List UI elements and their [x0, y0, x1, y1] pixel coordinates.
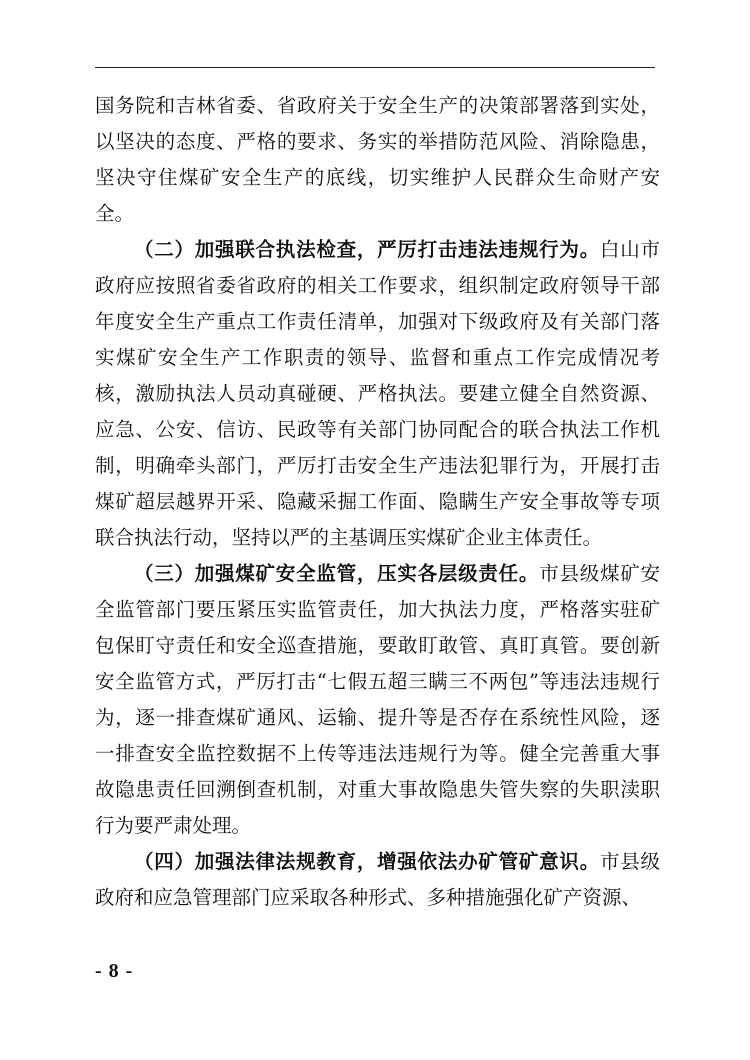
- paragraph-continuation: [95, 88, 660, 232]
- page-number: - 8 -: [95, 960, 134, 982]
- paragraph-heading: （二）加强联合执法检查，严厉打击违法违规行为。: [134, 238, 600, 261]
- paragraph-text: 市县级政府和应急管理部门应采取各种形式、多种措施强化矿产资源、: [95, 850, 660, 909]
- header-rule: [95, 67, 655, 68]
- paragraph-heading: （四）加强法律法规教育，增强依法办矿管矿意识。: [134, 850, 600, 873]
- document-body: [95, 88, 660, 916]
- paragraph-heading: （三）加强煤矿安全监管，压实各层级责任。: [134, 562, 540, 585]
- paragraph-legal-education: [95, 844, 660, 916]
- paragraph-text: 白山市政府应按照省委省政府的相关工作要求，组织制定政府领导干部年度安全生产重点工作责任清单，加强对下级政府及有关部门落实煤矿安全生产工作职责的领导、监督和重点工作完成情况考核，激励执法人员动真碰硬、严格执法。要建立健全自然资源、应急、公安、信访、民政等有关部门协同配合的联合执法工作机制，明确牵头部门，严厉打击安全生产违法犯罪行为，开展打击煤矿超层越界开采、隐藏采掘工作面、隐瞒生产安全事故等专项联合执法行动，坚持以严的主基调压实煤矿企业主体责任。: [95, 238, 660, 549]
- paragraph-safety-supervision: [95, 556, 660, 844]
- paragraph-text: 国务院和吉林省委、省政府关于安全生产的决策部署落到实处，以坚决的态度、严格的要求、务实的举措防范风险、消除隐患，坚决守住煤矿安全生产的底线，切实维护人民群众生命财产安全。: [95, 94, 660, 225]
- paragraph-text: 市县级煤矿安全监管部门要压紧压实监管责任，加大执法力度，严格落实驻矿包保盯守责任和安全巡查措施，要敢盯敢管、真盯真管。要创新安全监管方式，严厉打击“七假五超三瞒三不两包”等违法违规行为，逐一排查煤矿通风、运输、提升等是否存在系统性风险，逐一排查安全监控数据不上传等违法违规行为等。健全完善重大事故隐患责任回溯倒查机制，对重大事故隐患失管失察的失职渎职行为要严肃处理。: [95, 562, 660, 837]
- paragraph-joint-enforcement: [95, 232, 660, 556]
